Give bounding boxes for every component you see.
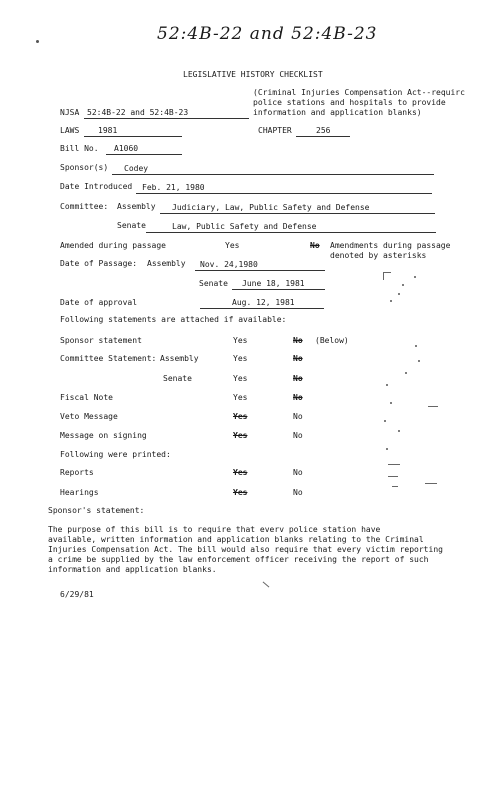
date-mark: 6/29/81: [60, 590, 94, 599]
reports-no: No: [293, 468, 303, 477]
sponsors-statement-label: Sponsor's statement:: [48, 506, 145, 515]
assembly-committee-underline: [160, 213, 435, 214]
introduced-value: Feb. 21, 1980: [142, 183, 205, 192]
hearings-label: Hearings: [60, 488, 99, 497]
passage-assembly-label: Assembly: [147, 259, 186, 268]
cs-assembly-yes: Yes: [233, 354, 248, 363]
veto-no: No: [293, 412, 303, 421]
assembly-committee-value: Judiciary, Law, Public Safety and Defense: [172, 203, 370, 212]
sponsor-statement-no-struck: No: [293, 336, 303, 345]
bill-underline: [106, 154, 182, 155]
handwritten-statute-numbers: 52:4B-22 and 52:4B-23: [157, 24, 378, 44]
introduced-underline: [136, 193, 432, 194]
laws-value: 1981: [98, 126, 118, 135]
cs-senate-yes: Yes: [233, 374, 248, 383]
laws-label: LAWS: [60, 126, 80, 135]
chapter-underline: [296, 136, 350, 137]
committee-senate-label: Senate: [117, 221, 146, 230]
reports-yes-struck: Yes: [233, 468, 248, 477]
page-title: LEGISLATIVE HISTORY CHECKLIST: [183, 70, 323, 79]
passage-senate-underline: [232, 289, 325, 290]
laws-underline: [84, 136, 182, 137]
senate-committee-value: Law, Public Safety and Defense: [172, 222, 317, 231]
signing-label: Message on signing: [60, 431, 147, 440]
scan-speck: [36, 40, 39, 43]
committee-label: Committee:: [60, 202, 109, 211]
fiscal-no-struck: No: [293, 393, 303, 402]
senate-committee-underline: [146, 232, 436, 233]
amendments-note-line-2: denoted by asterisks: [330, 251, 427, 260]
bill-label: Bill No.: [60, 144, 99, 153]
fiscal-label: Fiscal Note: [60, 393, 113, 402]
below-note: (Below): [315, 336, 349, 345]
statement-line-5: information and application blanks.: [48, 565, 217, 574]
sponsor-label: Sponsor(s): [60, 163, 109, 172]
cs-assembly-label: Assembly: [160, 354, 199, 363]
sponsor-value: Codey: [124, 164, 149, 173]
signing-yes-struck: Yes: [233, 431, 248, 440]
committee-statement-label: Committee Statement:: [60, 354, 157, 363]
cs-senate-label: Senate: [163, 374, 192, 383]
committee-assembly-label: Assembly: [117, 202, 156, 211]
introduced-label: Date Introduced: [60, 182, 133, 191]
chapter-label: CHAPTER: [258, 126, 292, 135]
sponsor-statement-yes: Yes: [233, 336, 248, 345]
passage-assembly-underline: [195, 270, 325, 271]
passage-senate-label: Senate: [199, 279, 228, 288]
veto-label: Veto Message: [60, 412, 118, 421]
sponsor-statement-label: Sponsor statement: [60, 336, 142, 345]
description-line-3: information and application blanks): [253, 108, 422, 117]
njsa-label: NJSA: [60, 108, 80, 117]
statement-line-2: available, written information and application blanks relating to the Criminal: [48, 535, 424, 544]
statement-line-4: a crime be supplied by the law enforcement officer receiving the report of such: [48, 555, 429, 564]
passage-senate-value: June 18, 1981: [242, 279, 305, 288]
statement-line-3: Injuries Compensation Act. The bill would also require that every victim reporting: [48, 545, 443, 554]
approval-value: Aug. 12, 1981: [232, 298, 295, 307]
sponsor-underline: [112, 174, 434, 175]
chapter-value: 256: [316, 126, 331, 135]
printed-heading: Following were printed:: [60, 450, 171, 459]
passage-label: Date of Passage:: [60, 259, 138, 268]
hearings-no: No: [293, 488, 303, 497]
cs-assembly-no-struck: No: [293, 354, 303, 363]
bill-value: A1060: [114, 144, 139, 153]
veto-yes-struck: Yes: [233, 412, 248, 421]
attached-heading: Following statements are attached if available:: [60, 315, 287, 324]
description-line-1: (Criminal Injuries Compensation Act--requirc: [253, 88, 465, 97]
reports-label: Reports: [60, 468, 94, 477]
cs-senate-no-struck: No: [293, 374, 303, 383]
approval-label: Date of approval: [60, 298, 138, 307]
njsa-underline: [84, 118, 249, 119]
description-line-2: police stations and hospitals to provide: [253, 98, 446, 107]
statement-line-1: The purpose of this bill is to require that everv police station have: [48, 525, 381, 534]
amended-no-struck: No: [310, 241, 320, 250]
hearings-yes-struck: Yes: [233, 488, 248, 497]
approval-underline: [200, 308, 324, 309]
signing-no: No: [293, 431, 303, 440]
amended-label: Amended during passage: [60, 241, 166, 250]
amended-yes: Yes: [225, 241, 240, 250]
amendments-note-line-1: Amendments during passage: [330, 241, 451, 250]
fiscal-yes: Yes: [233, 393, 248, 402]
passage-assembly-value: Nov. 24,1980: [200, 260, 258, 269]
njsa-value: 52:4B-22 and 52:4B-23: [87, 108, 189, 117]
